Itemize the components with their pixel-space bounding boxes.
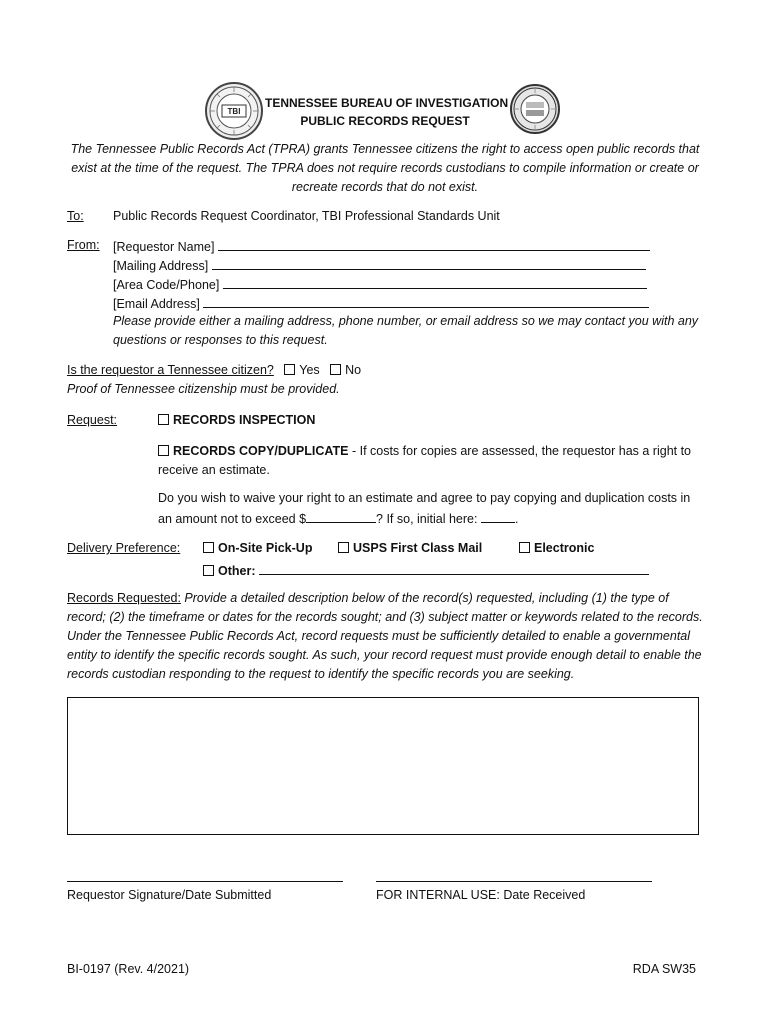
copy-note-line2: receive an estimate. [158,463,270,477]
waive-estimate-row: an amount not to exceed $ ? If so, initial here: . [158,508,518,529]
citizen-question: Is the requestor a Tennessee citizen? [67,363,274,377]
to-label: To: [67,209,84,223]
to-value: Public Records Request Coordinator, TBI Professional Standards Unit [113,209,500,223]
contact-note: Please provide either a mailing address, phone number, or email address so we may contact you with any questions or responses to this request. [113,314,699,347]
waive-line1: Do you wish to waive your right to an estimate and agree to pay copying and duplication costs in [158,491,691,505]
tbi-seal-icon [205,82,263,140]
form-title: PUBLIC RECORDS REQUEST [300,114,470,128]
svg-text:TBI: TBI [227,107,241,116]
email-field[interactable]: [Email Address] [113,293,649,314]
mailing-address-blank[interactable] [212,255,646,270]
records-requested-instructions: Records Requested: Provide a detailed description below of the record(s) requested, including (1) the type of record; (2) the timeframe or dates for the records sought; and (3) subject matter or keywords related to the records. Under the Tennessee Public Records Act, record requests must be sufficiently detailed to enable a governmental entity to identify the specific records sought. As such, your record request must provide enough detail to enable the records custodian responding to the request to identify the specific records you are seeking. [67,591,703,681]
date-received-label: FOR INTERNAL USE: Date Received [376,888,586,902]
records-inspection-checkbox[interactable]: RECORDS INSPECTION [158,411,315,430]
onsite-pickup-checkbox[interactable]: On-Site Pick-Up [203,539,312,558]
agency-name: TENNESSEE BUREAU OF INVESTIGATION [265,96,509,110]
requestor-name-field[interactable]: [Requestor Name] [113,236,650,257]
phone-blank[interactable] [223,274,647,289]
header-titles [265,94,509,130]
tennessee-state-seal-icon [510,84,560,134]
electronic-checkbox[interactable]: Electronic [519,539,594,558]
initial-blank[interactable] [481,508,515,523]
usps-mail-checkbox[interactable]: USPS First Class Mail [338,539,482,558]
records-description-box[interactable] [67,697,699,835]
citizen-no-checkbox[interactable]: No [330,363,361,377]
mailing-address-field[interactable]: [Mailing Address] [113,255,646,276]
other-delivery-checkbox[interactable]: Other: [203,560,649,581]
requestor-name-blank[interactable] [218,236,650,251]
delivery-label: Delivery Preference: [67,541,181,555]
amount-blank[interactable] [306,508,376,523]
other-delivery-blank[interactable] [259,560,649,575]
phone-field[interactable]: [Area Code/Phone] [113,274,647,295]
citizen-yes-checkbox[interactable]: Yes [284,363,319,377]
from-label: From: [67,238,100,252]
citizenship-proof-note: Proof of Tennessee citizenship must be provided. [67,382,340,396]
date-received-line [376,881,652,882]
form-header [0,82,768,142]
rda-code: RDA SW35 [632,962,696,976]
request-label: Request: [67,413,118,427]
citizen-question-row [67,361,361,380]
signature-label: Requestor Signature/Date Submitted [67,888,272,902]
form-number: BI-0197 (Rev. 4/2021) [67,962,190,976]
email-blank[interactable] [203,293,649,308]
signature-line[interactable] [67,881,343,882]
records-copy-checkbox[interactable]: RECORDS COPY/DUPLICATE - If costs for copies are assessed, the requestor has a right to [158,442,691,461]
intro-paragraph: The Tennessee Public Records Act (TPRA) grants Tennessee citizens the right to access open public records that exist at the time of the request. The TPRA does not require records custodians to compile information or create or recreate records that do not exist. [70,142,700,194]
